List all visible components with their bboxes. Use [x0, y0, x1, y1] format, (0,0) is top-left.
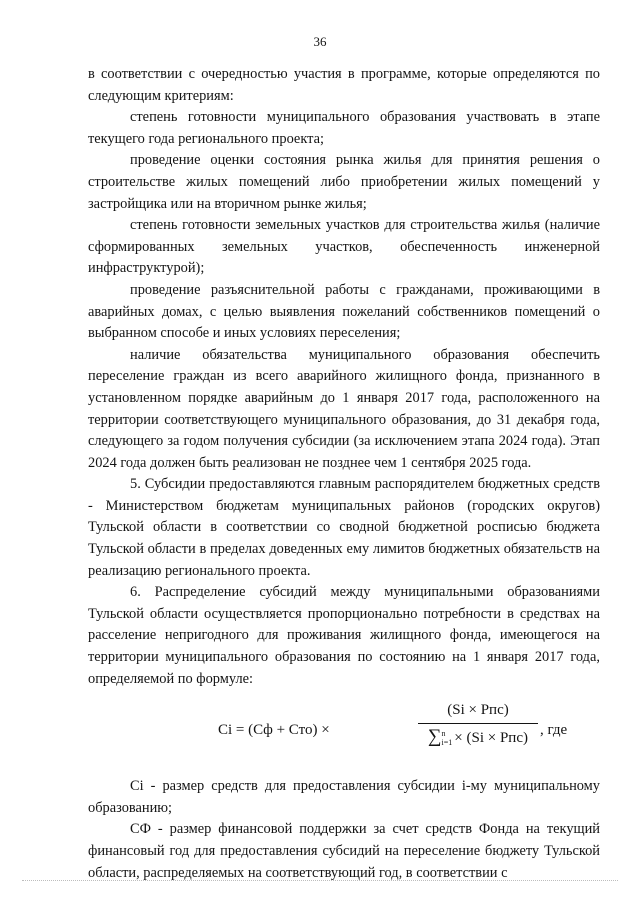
paragraph-criterion-land: степень готовности земельных участков для строительства жилья (наличие сформированных земельных участков, обеспеченность инженерной инфраструктурой); [88, 217, 600, 277]
formula-lhs: Ci = (Сф + Сто) × [218, 722, 330, 739]
scan-footer-marks [22, 880, 618, 885]
paragraph-ci-definition: Ci - размер средств для предоставления субсидии i-му муниципальному образованию; [88, 778, 600, 816]
paragraph-continuation: в соответствии с очередностью участия в программе, которые определяются по следующим критериям: [88, 66, 600, 104]
sigma-lower: i=1 [441, 738, 453, 748]
paragraph-criterion-market: проведение оценки состояния рынка жилья для принятия решения о строительстве жилых помещений либо приобретении жилых помещений у застройщика или на вторичном рынке жилья; [88, 152, 600, 212]
sigma-limits [442, 729, 453, 747]
paragraph-item-6: 6. Распределение субсидий между муниципальными образованиями Тульской области осуществляется пропорционально потребности в средствах на расселение непригодного для проживания жилищного фонда, имеющегося на территории муниципального образования по состоянию на 1 января 2017 года, определяемой по формуле: [88, 584, 600, 687]
paragraph-item-5: 5. Субсидии предоставляются главным распорядителем бюджетных средств - Министерством бюджетам муниципальных районов (городских округов) Тульской области в соответствии со сводной бюджетной росписью бюджета Тульской области в пределах доведенных ему лимитов бюджетных обязательств на реализацию регионального проекта. [88, 476, 600, 579]
paragraph-criterion-explanation: проведение разъяснительной работы с гражданами, проживающими в аварийных домах, с целью выявления пожеланий собственников помещений о выбранном способе и иных условиях переселения; [88, 281, 600, 342]
page-number: 36 [313, 34, 327, 49]
formula-fraction [418, 700, 538, 749]
formula [88, 690, 600, 776]
formula-denominator [418, 724, 538, 750]
paragraph-criterion-readiness: степень готовности муниципального образования участвовать в этапе текущего года регионального проекта; [88, 109, 600, 147]
paragraph-sf-definition: СФ - размер финансовой поддержки за счет средств Фонда на текущий финансовый год для предоставления субсидий на переселение бюджету Тульской области, распределяемых на соответствующий год, в соответствии с [88, 821, 600, 881]
paragraph-criterion-obligation: наличие обязательства муниципального образования обеспечить переселение граждан из всего аварийного жилищного фонда, признанного в установленном порядке аварийным до 1 января 2017 года, расположенного на территории соответствующего муниципального образования, до 31 декабря года, следующего за годом получения субсидии (за исключением этапа 2024 года). Этап 2024 года должен быть реализован не позднее чем 1 сентября 2025 года. [88, 346, 600, 471]
document-body [88, 64, 600, 884]
formula-numerator: (Si × Рпс) [418, 700, 538, 724]
formula-denominator-rest: × (Si × Рпс) [454, 729, 528, 746]
formula-suffix: , где [540, 722, 568, 739]
sigma-symbol: ∑ [428, 725, 442, 747]
sigma-upper: n [441, 729, 446, 739]
